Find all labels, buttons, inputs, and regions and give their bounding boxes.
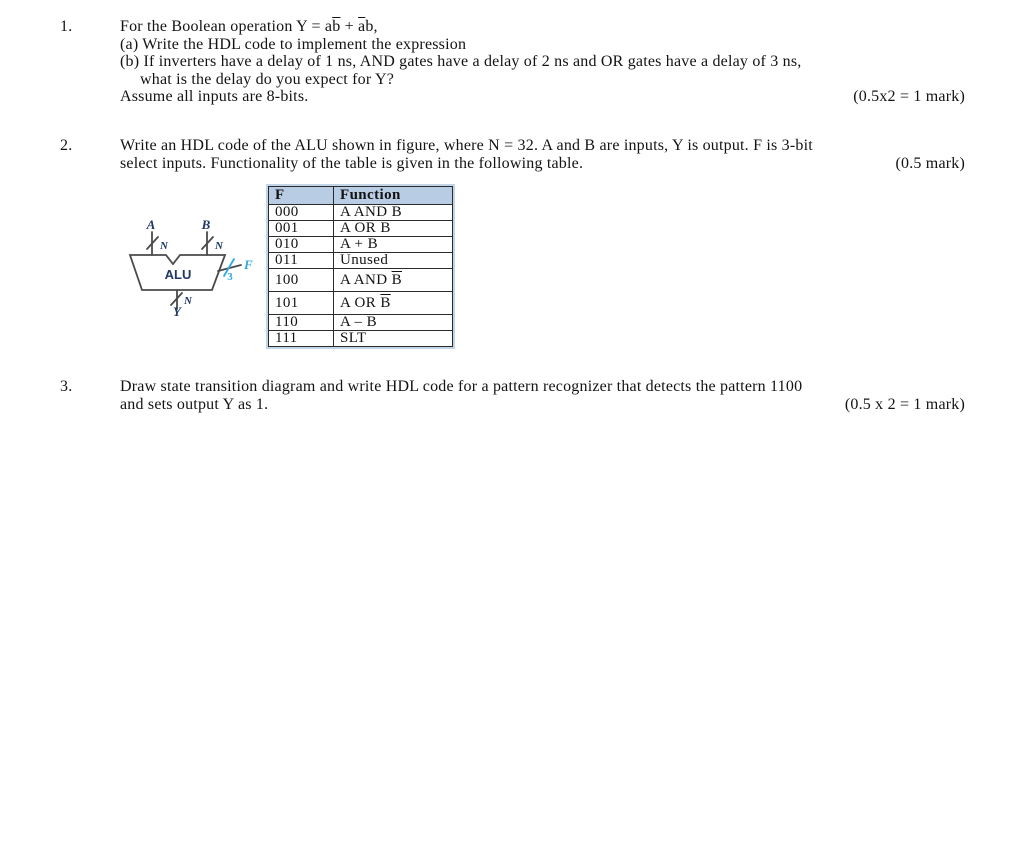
label-y: Y: [173, 304, 181, 317]
header-f: F: [269, 187, 334, 205]
overbar-text: $\overline{a}$: [358, 18, 366, 35]
label-n-y: N: [184, 295, 192, 307]
f-code-cell: 100: [269, 269, 334, 292]
function-cell: A + B: [334, 237, 453, 253]
function-cell: A – B: [334, 315, 453, 331]
label-n-a: N: [160, 240, 168, 252]
question-3-line2: and sets output Y as 1.: [120, 395, 269, 413]
table-row: [269, 237, 453, 253]
alu-figure: [118, 212, 268, 317]
question-1-intro-row: [60, 18, 965, 36]
label-alu: ALU: [164, 267, 192, 282]
question-1-number: 1.: [60, 18, 73, 35]
question-3-row1: [60, 378, 965, 396]
table-row: [269, 221, 453, 237]
question-2-marks: (0.5 mark): [895, 154, 965, 172]
table-row: [269, 315, 453, 331]
question-1-item-a: (a) Write the HDL code to implement the expression: [120, 35, 467, 53]
question-3-marks: (0.5 x 2 = 1 mark): [844, 395, 965, 413]
table-row: [269, 331, 453, 347]
function-cell: A OR B: [334, 221, 453, 237]
question-1-item-b-line1: (b) If inverters have a delay of 1 ns, AND gates have a delay of 2 ns and OR gates have a delay of 3 ns,: [120, 53, 802, 70]
f-code-cell: 110: [269, 315, 334, 331]
overbar-text: $\overline{b}$: [332, 18, 341, 35]
header-function: Function: [334, 187, 453, 205]
function-cell: SLT: [334, 331, 453, 347]
question-2-number: 2.: [60, 137, 73, 154]
alu-function-table: [268, 186, 453, 347]
label-b: B: [201, 217, 211, 232]
f-code-cell: 001: [269, 221, 334, 237]
function-cell: Unused: [334, 253, 453, 269]
expression-text: +: [340, 18, 359, 35]
function-cell: A AND B: [334, 205, 453, 221]
question-1-closing: Assume all inputs are 8-bits.: [120, 88, 309, 105]
question-1-item-b-line2: what is the delay do you expect for Y?: [140, 70, 395, 88]
f-code-cell: 010: [269, 237, 334, 253]
f-code-cell: 101: [269, 292, 334, 315]
expression-text: For the Boolean operation Y = a: [120, 18, 333, 35]
question-3-line1: Draw state transition diagram and write HDL code for a pattern recognizer that detects the pattern 1100: [120, 378, 803, 395]
function-cell: A OR $\overline{B}$: [334, 292, 453, 315]
f-code-cell: 000: [269, 205, 334, 221]
label-f: F: [244, 257, 253, 272]
question-2-row2: [120, 155, 965, 173]
question-1-marks: (0.5x2 = 1 mark): [853, 88, 965, 105]
question-3-row2: [120, 396, 965, 414]
question-2-row1: [60, 137, 965, 155]
question-1: [60, 18, 965, 106]
expression-text: b,: [365, 18, 378, 35]
question-1-expression: [120, 18, 965, 36]
overbar-text: $\overline{B}$: [380, 294, 391, 311]
question-3: [60, 378, 965, 413]
f-code-cell: 111: [269, 331, 334, 347]
overbar-text: $\overline{B}$: [391, 271, 402, 288]
question-2-line2: select inputs. Functionality of the table is given in the following table.: [120, 154, 584, 172]
table-row: [269, 269, 453, 292]
label-3: 3: [227, 271, 233, 283]
function-cell: A AND $\overline{B}$: [334, 269, 453, 292]
question-3-number: 3.: [60, 378, 73, 395]
table-row: [269, 292, 453, 315]
question-2-line1: Write an HDL code of the ALU shown in figure, where N = 32. A and B are inputs, Y is output. F is 3-bit: [120, 137, 813, 154]
question-1-closing-row: [120, 88, 965, 106]
question-2: [60, 137, 965, 172]
label-n-b: N: [215, 240, 223, 252]
function-table-body: [269, 205, 453, 347]
f-code-cell: 011: [269, 253, 334, 269]
table-header-row: [269, 187, 453, 205]
label-a: A: [146, 217, 156, 232]
table-row: [269, 253, 453, 269]
table-row: [269, 205, 453, 221]
